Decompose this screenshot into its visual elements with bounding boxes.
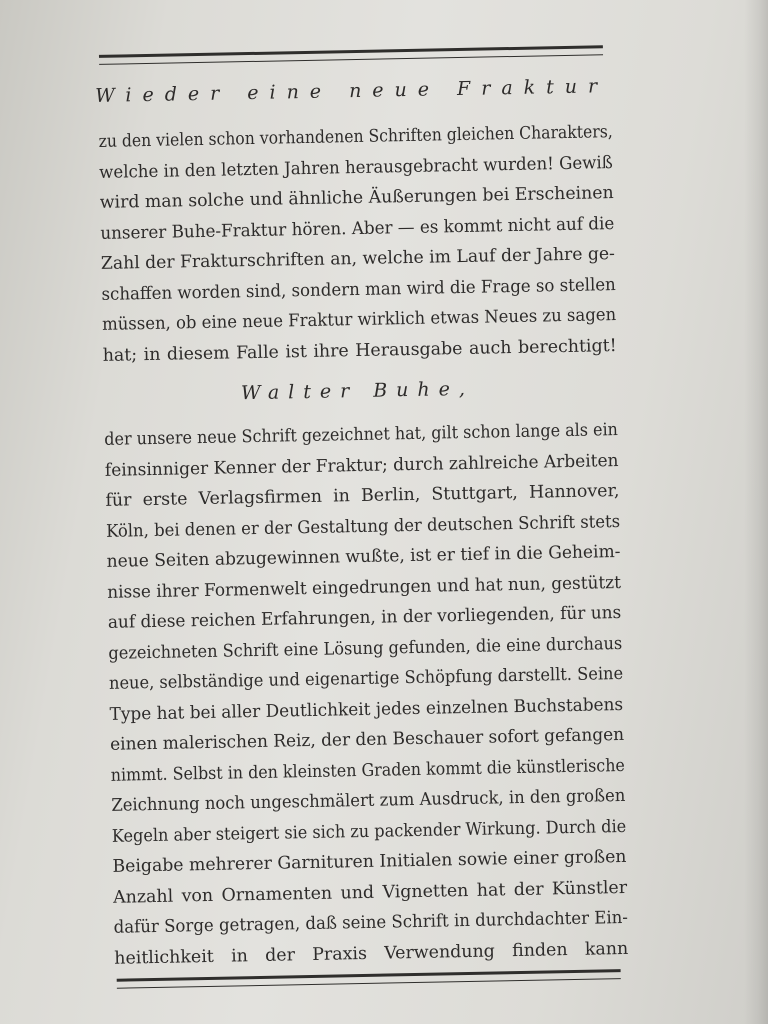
text-line: gezeichneten Schrift eine Lösung gefunden, die eine durchaus <box>108 633 623 664</box>
text-line: neue, selbständige und eigenartige Schöpfung darstellt. Seine <box>108 663 624 694</box>
paragraph-about-buhe <box>104 415 628 974</box>
text-line: Zeichnung noch ungeschmälert zum Ausdruck, in den großen <box>111 785 626 816</box>
heading-neue-fraktur: Wieder eine neue Fraktur <box>95 75 609 108</box>
text-line: unserer Buhe-Fraktur hören. Aber — es kommt nicht auf die <box>100 213 615 244</box>
text-line: feinsinniger Kenner der Fraktur; durch zahlreiche Arbeiten <box>104 450 619 481</box>
text-line: für erste Verlagsfirmen in Berlin, Stuttgart, Hannover, <box>105 481 620 511</box>
text-line: einen malerischen Reiz, der den Beschauer sofort gefangen <box>110 724 625 755</box>
text-line: schaffen worden sind, sondern man wird die Frage so stellen <box>101 274 616 305</box>
page-edge-shadow <box>744 0 768 1024</box>
text-line: wird man solche und ähnliche Äußerungen bei Erscheinen <box>99 183 614 213</box>
text-line: dafür Sorge getragen, daß seine Schrift in durchdachter Ein- <box>113 907 629 938</box>
text-line: müssen, ob eine neue Fraktur wirklich etwas Neues zu sagen <box>101 305 617 335</box>
text-line: nisse ihrer Formenwelt eingedrungen und hat nun, gestützt <box>107 572 622 603</box>
text-line: nimmt. Selbst in den kleinsten Graden kommt die künstlerische <box>110 755 626 786</box>
heading-walter-buhe: Walter Buhe, <box>240 377 475 405</box>
top-double-rule <box>99 45 603 65</box>
text-line: heitlichkeit in der Praxis Verwendung finden kann <box>114 938 629 969</box>
text-line: der unsere neue Schrift gezeichnet hat, gilt schon lange als ein <box>104 420 619 450</box>
text-line: Anzahl von Ornamenten und Vignetten hat der Künstler <box>112 877 628 908</box>
text-line: Köln, bei denen er der Gestaltung der deutschen Schrift stets <box>105 511 621 542</box>
text-line: Kegeln aber steigert sie sich zu packender Wirkung. Durch die <box>111 816 627 847</box>
text-line: hat; in diesem Falle ist ihre Herausgabe auch berechtigt! <box>102 335 617 366</box>
text-line: Zahl der Frakturschriften an, welche im Lauf der Jahre ge- <box>100 244 616 274</box>
text-line: Beigabe mehrerer Garnituren Initialen sowie einer großen <box>112 846 627 877</box>
text-line: zu den vielen schon vorhandenen Schriften gleichen Charakters, <box>98 122 613 152</box>
text-line: welche in den letzten Jahren herausgebracht wurden! Gewiß <box>99 152 613 183</box>
printed-page <box>91 39 629 1009</box>
text-line: neue Seiten abzugewinnen wußte, ist er tief in die Geheim- <box>106 542 621 572</box>
text-line: Type hat bei aller Deutlichkeit jedes einzelnen Buchstabens <box>109 694 624 725</box>
paragraph-intro <box>98 117 617 371</box>
text-line: auf diese reichen Erfahrungen, in der vorliegenden, für uns <box>107 603 622 633</box>
